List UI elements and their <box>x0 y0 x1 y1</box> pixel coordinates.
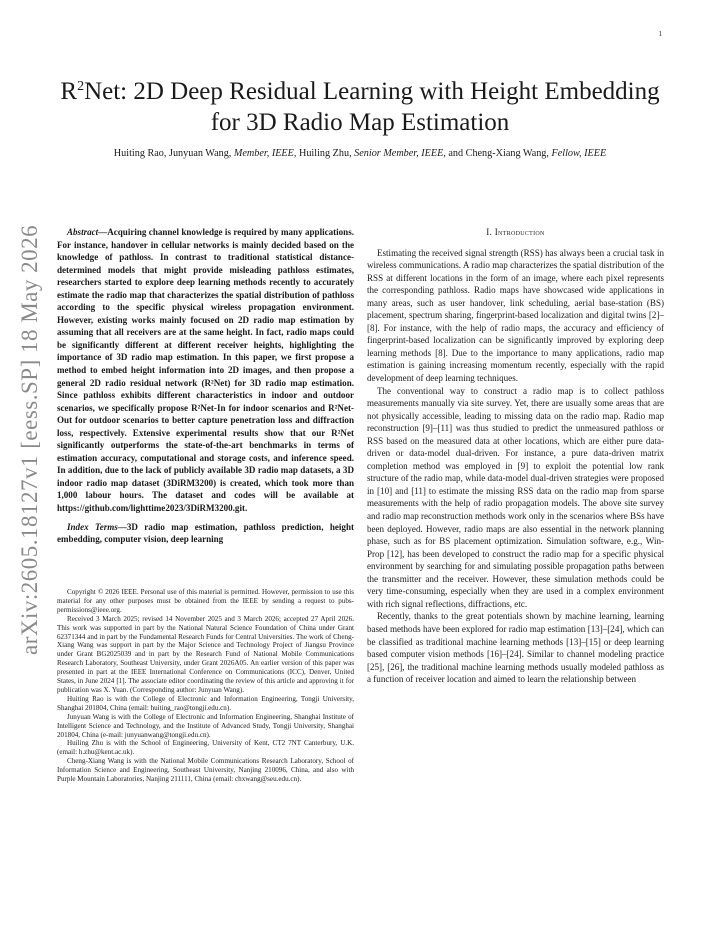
arxiv-stamp: arXiv:2605.18127v1 [eess.SP] 18 May 2026 <box>17 224 42 655</box>
right-column <box>367 226 664 686</box>
footnote-affiliation-cxwang: Cheng-Xiang Wang is with the National Mobile Communications Research Laboratory, School of Information Science and Engineering, Southeast University, Nanjing 210096, China, and also with Purple Mountain Laboratories, Nanjing 211111, China (email: chxwang@seu.edu.cn). <box>57 757 354 784</box>
abstract-label: Abstract <box>67 227 99 237</box>
section-number: I. <box>486 227 495 237</box>
title-rest: Net: 2D Deep Residual Learning with Height Embedding for 3D Radio Map Estimation <box>84 78 660 136</box>
author-names-1: Huiting Rao, Junyuan Wang, <box>113 148 234 159</box>
author-role-2: Senior Member, IEEE, <box>354 148 446 159</box>
title-superscript: 2 <box>77 79 85 94</box>
author-list <box>90 146 630 161</box>
footnotes <box>57 588 354 784</box>
intro-paragraph-3: Recently, thanks to the great potentials shown by machine learning, learning based methods have been explored for radio map estimation [13]–[24], which can be classified as traditional machine learning methods [13]–[15] or deep learning based computer vision methods [16]–[24]. Similar to channel modeling practice [25], [26], the traditional machine learning methods usually modeled pathloss as a function of receiver location and aimed to learn the relationship between <box>367 611 664 685</box>
intro-paragraph-2: The conventional way to construct a radio map is to collect pathloss measurements manually via site survey. Yet, there are usually some areas that are not physically accessible, leading to missing data on the radio map. Radio map reconstruction [9]–[11] was thus studied to predict the unmeasured pathloss or RSS based on the measured data at other locations, which are either pure data-driven or data-model dual-driven. For instance, a pure data-driven matrix completion method was employed in [9] to exploit the potential low rank structure of the radio map, while data-model dual-driven strategies were proposed in [10] and [11] to estimate the missing RSS data on the radio map from sparse measurements with the help of radio propagation models. The above site survey and radio map reconstruction methods work only in the scenarios where BSs have been deployed. However, radio maps are also essential in the network planning phase, such as for BS placement optimization. Simulation software, e.g., Win-Prop [12], has been developed to construct the radio map for a specific physical environment by searching for and simulating possible propagation paths between the transmitter and the receiver. However, these simulation methods could be very time-consuming, especially when they are used in a complex environment with rich signal reflections, diffractions, etc. <box>367 385 664 609</box>
abstract-text: —Acquiring channel knowledge is required by many applications. For instance, handover in cellular networks is mainly decided based on the knowledge of pathloss. In contrast to traditional statistical distance-determined models that might provide misleading pathloss estimates, researchers started to explore deep learning methods recently to accurately estimate the radio map that characterizes the spatial distribution of pathloss according to the specific physical wireless propagation environment. However, existing works mainly focused on 2D radio map estimation by assuming that all receivers are at the same height. In fact, radio maps could be significantly different at different receiver heights, highlighting the importance of 3D radio map estimation. In this paper, we first propose a method to embed height information into 2D images, and then propose a general 2D radio residual network (R²Net) for 3D radio map estimation. Since pathloss exhibits different characteristics in indoor and outdoor scenarios, we specifically propose R²Net-In for indoor scenarios and R²Net-Out for outdoor scenarios to better capture penetration loss and diffraction loss, respectively. Extensive experimental results show that our R²Net significantly outperforms the state-of-the-art benchmarks in terms of estimation accuracy, computational and storage costs, and inference speed. In addition, due to the lack of publicly available 3D radio map datasets, a 3D indoor radio map dataset (3DiRM3200) is created, which took more than 1,000 labour hours. The dataset and codes will be available at https://github.com/lighttime2023/3DiRM3200.git. <box>57 227 354 514</box>
index-terms-text: —3D radio map estimation, pathloss prediction, height embedding, computer vision, deep learning <box>57 521 354 545</box>
intro-paragraph-1: Estimating the received signal strength (RSS) has always been a crucial task in wireless communications. A radio map characterizes the spatial distribution of the RSS at different locations in the form of an image, where each pixel represents the corresponding pathloss. Radio maps have showcased wide applications in many areas, such as user handover, link scheduling, aerial base-station (BS) placement, spectrum sharing, fingerprint-based localization and digital twins [2]–[8]. For instance, with the help of radio maps, the accuracy and efficiency of fingerprint-based localization can be significantly improved by exploring deep learning methods [8]. Due to the importance to many applications, radio map estimation is gaining increasing momentum recently, especially with the rapid development of deep learning techniques. <box>367 247 664 384</box>
section-heading <box>367 226 664 239</box>
index-terms-label: Index Terms <box>67 521 118 532</box>
footnote-copyright: Copyright © 2026 IEEE. Personal use of this material is permitted. However, permission to use this material for any other purposes must be obtained from the IEEE by sending a request to pubs-permissions@ieee.org. <box>57 588 354 614</box>
abstract <box>57 226 354 515</box>
index-terms <box>57 521 354 546</box>
author-names-2: Huiling Zhu, <box>296 148 355 159</box>
left-column <box>57 226 354 546</box>
footnote-affiliation-rao: Huiting Rao is with the College of Electronic and Information Engineering, Tongji University, Shanghai 201804, China (email: huiting_rao@tongji.edu.cn). <box>57 694 354 712</box>
author-role-1: Member, IEEE, <box>233 148 297 159</box>
title-prefix: R <box>60 78 78 105</box>
author-names-3: and Cheng-Xiang Wang, <box>445 148 552 159</box>
footnote-affiliation-wang: Junyuan Wang is with the College of Electronic and Information Engineering, Shanghai Institute of Intelligent Science and Technology, and the Institute of Advanced Study, Tongji University, Shanghai 201804, China (e-mail: junyuanwang@tongji.edu.cn). <box>57 712 354 739</box>
footnote-affiliation-zhu: Huiling Zhu is with the School of Engineering, University of Kent, CT2 7NT Canterbury, U.K. (email: h.zhu@kent.ac.uk). <box>57 739 354 757</box>
author-role-3: Fellow, IEEE <box>551 148 607 159</box>
page-number: 1 <box>658 30 662 38</box>
footnote-received: Received 3 March 2025; revised 14 November 2025 and 3 March 2026; accepted 27 April 2026. This work was supported in part by the National Natural Science Foundation of China under Grant 62371344 and in part by the Fundamental Research Funds for Central Universities. The work of Cheng-Xiang Wang was support in part by the Major Science and Technology Project of Jiangsu Province under Grant BG2025039 and in part by the Research Fund of National Mobile Communications Research Laboratory, Southeast University, under Grant 2026A05. An earlier version of this paper was presented in part at the IEEE International Conference on Communications (ICC), Denver, United States, in June 2024 [1]. The associate editor coordinating the review of this article and approving it for publication was X. Yuan. (Corresponding author: Junyuan Wang). <box>57 614 354 694</box>
section-title: Introduction <box>494 227 545 237</box>
paper-title <box>60 76 660 138</box>
